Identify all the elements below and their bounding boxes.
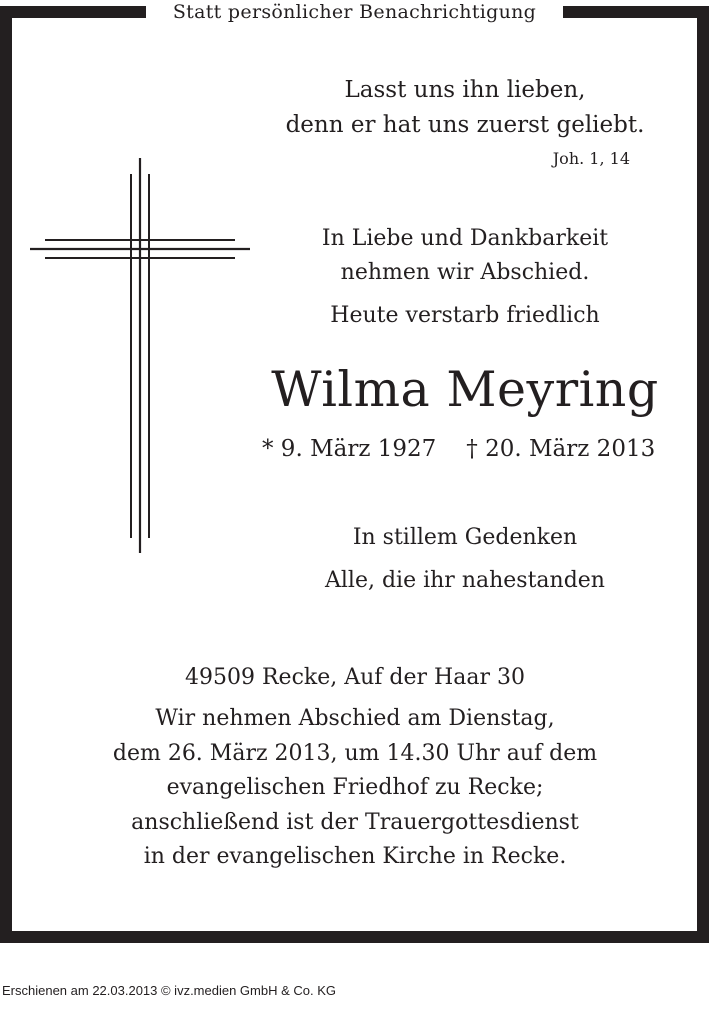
birth-date: * 9. März 1927: [262, 436, 437, 462]
funeral-line-2: dem 26. März 2013, um 14.30 Uhr auf dem: [112, 741, 598, 766]
memory-line-2: Alle, die ihr nahestanden: [325, 568, 605, 593]
cross-icon: [30, 158, 250, 553]
frame-left-border: [0, 6, 12, 943]
verse-reference: Joh. 1, 14: [552, 149, 630, 168]
funeral-line-4: anschließend ist der Trauergottesdienst: [131, 810, 579, 835]
frame-right-border: [697, 6, 709, 943]
frame-bottom-border: [0, 931, 709, 943]
motto-line-1: Lasst uns ihn lieben,: [344, 77, 586, 103]
life-dates: [262, 433, 672, 465]
death-date: † 20. März 2013: [466, 436, 656, 462]
funeral-line-1: Wir nehmen Abschied am Dienstag,: [155, 706, 555, 731]
frame-top-border-right: [563, 6, 709, 18]
frame-top-border-left: [0, 6, 146, 18]
intro-line-1: In Liebe und Dankbarkeit: [321, 226, 609, 251]
deceased-name: Wilma Meyring: [271, 361, 659, 418]
intro-line-3: Heute verstarb friedlich: [330, 303, 600, 328]
funeral-line-3: evangelischen Friedhof zu Recke;: [166, 775, 544, 800]
motto-line-2: denn er hat uns zuerst geliebt.: [285, 112, 645, 138]
memory-line-1: In stillem Gedenken: [352, 525, 578, 550]
publication-footer: Erschienen am 22.03.2013 © ivz.medien GmbH & Co. KG: [2, 983, 337, 998]
intro-line-2: nehmen wir Abschied.: [340, 260, 590, 285]
mourning-address: 49509 Recke, Auf der Haar 30: [185, 665, 525, 690]
funeral-line-5: in der evangelischen Kirche in Recke.: [143, 844, 567, 869]
notice-caption: Statt persönlicher Benachrichtigung: [172, 1, 537, 23]
